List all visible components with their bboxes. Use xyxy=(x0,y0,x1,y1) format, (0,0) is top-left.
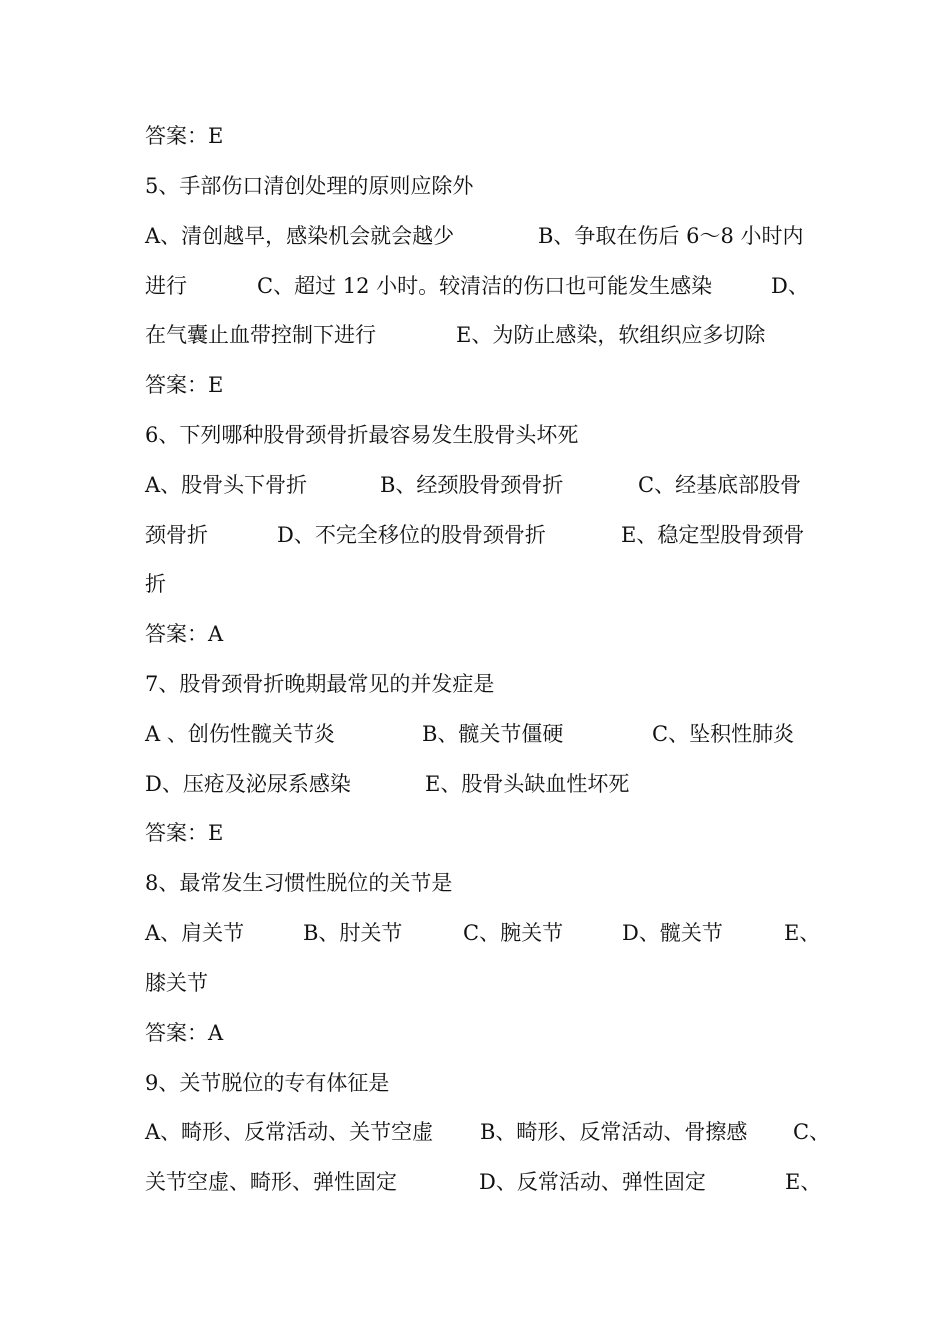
q5-option-b: B、争取在伤后 6～8 小时内 xyxy=(538,224,804,248)
q8-option-a: A、肩关节 xyxy=(145,921,245,945)
q7-stem: 7、股骨颈骨折晚期最常见的并发症是 xyxy=(145,672,495,696)
q5-options-line-1 xyxy=(145,221,804,251)
q6-option-e-continued: 折 xyxy=(145,572,166,596)
q5-stem: 5、手部伤口清创处理的原则应除外 xyxy=(145,174,474,198)
q9-options-line-1 xyxy=(145,1117,831,1147)
q9-option-e: E、 xyxy=(785,1170,822,1194)
q8-answer: 答案：A xyxy=(145,1021,224,1045)
q5-option-b-continued: 进行 xyxy=(145,274,187,298)
q8-options-line-1 xyxy=(145,918,821,948)
q8-option-e: E、 xyxy=(784,921,821,945)
q6-options-line-2 xyxy=(145,520,805,550)
q7-option-a: A 、创伤性髋关节炎 xyxy=(145,722,335,746)
q6-option-d: D、不完全移位的股骨颈骨折 xyxy=(277,523,546,547)
q5-option-d-continued: 在气囊止血带控制下进行 xyxy=(145,323,376,347)
q9-option-a: A、畸形、反常活动、关节空虚 xyxy=(145,1120,434,1144)
q4-answer: 答案：E xyxy=(145,124,224,148)
q6-option-a: A、股骨头下骨折 xyxy=(145,473,308,497)
q6-option-c-continued: 颈骨折 xyxy=(145,523,208,547)
q6-option-b: B、经颈股骨颈骨折 xyxy=(380,473,564,497)
q9-option-c-continued: 关节空虚、畸形、弹性固定 xyxy=(145,1170,397,1194)
q9-stem: 9、关节脱位的专有体征是 xyxy=(145,1071,390,1095)
q8-option-b: B、肘关节 xyxy=(303,921,403,945)
q7-option-d: D、压疮及泌尿系感染 xyxy=(145,772,351,796)
q9-option-d: D、反常活动、弹性固定 xyxy=(479,1170,706,1194)
q6-option-e: E、稳定型股骨颈骨 xyxy=(621,523,805,547)
q7-option-e: E、股骨头缺血性坏死 xyxy=(425,772,630,796)
q7-option-c: C、坠积性肺炎 xyxy=(652,722,795,746)
q5-option-c: C、超过 12 小时。较清洁的伤口也可能发生感染 xyxy=(257,274,713,298)
q9-option-b: B、畸形、反常活动、骨擦感 xyxy=(480,1120,748,1144)
q5-option-e: E、为防止感染，软组织应多切除 xyxy=(456,323,766,347)
q6-option-c: C、经基底部股骨 xyxy=(638,473,802,497)
q6-stem: 6、下列哪种股骨颈骨折最容易发生股骨头坏死 xyxy=(145,423,579,447)
q7-option-b: B、髋关节僵硬 xyxy=(422,722,564,746)
q9-option-c: C、 xyxy=(793,1120,831,1144)
q7-options-line-1 xyxy=(145,719,795,749)
q5-options-line-2 xyxy=(145,271,809,301)
q5-option-d: D、 xyxy=(771,274,809,298)
q5-option-a: A、清创越早，感染机会就会越少 xyxy=(145,224,455,248)
q8-option-d: D、髋关节 xyxy=(622,921,723,945)
q8-stem: 8、最常发生习惯性脱位的关节是 xyxy=(145,871,453,895)
q7-answer: 答案：E xyxy=(145,821,224,845)
q8-option-e-continued: 膝关节 xyxy=(145,971,208,995)
q6-options-line-1 xyxy=(145,470,802,500)
q5-answer: 答案：E xyxy=(145,373,224,397)
q9-options-line-2 xyxy=(145,1167,822,1197)
q6-answer: 答案：A xyxy=(145,622,224,646)
q5-options-line-3 xyxy=(145,320,766,350)
q8-option-c: C、腕关节 xyxy=(463,921,564,945)
q7-options-line-2 xyxy=(145,769,630,799)
